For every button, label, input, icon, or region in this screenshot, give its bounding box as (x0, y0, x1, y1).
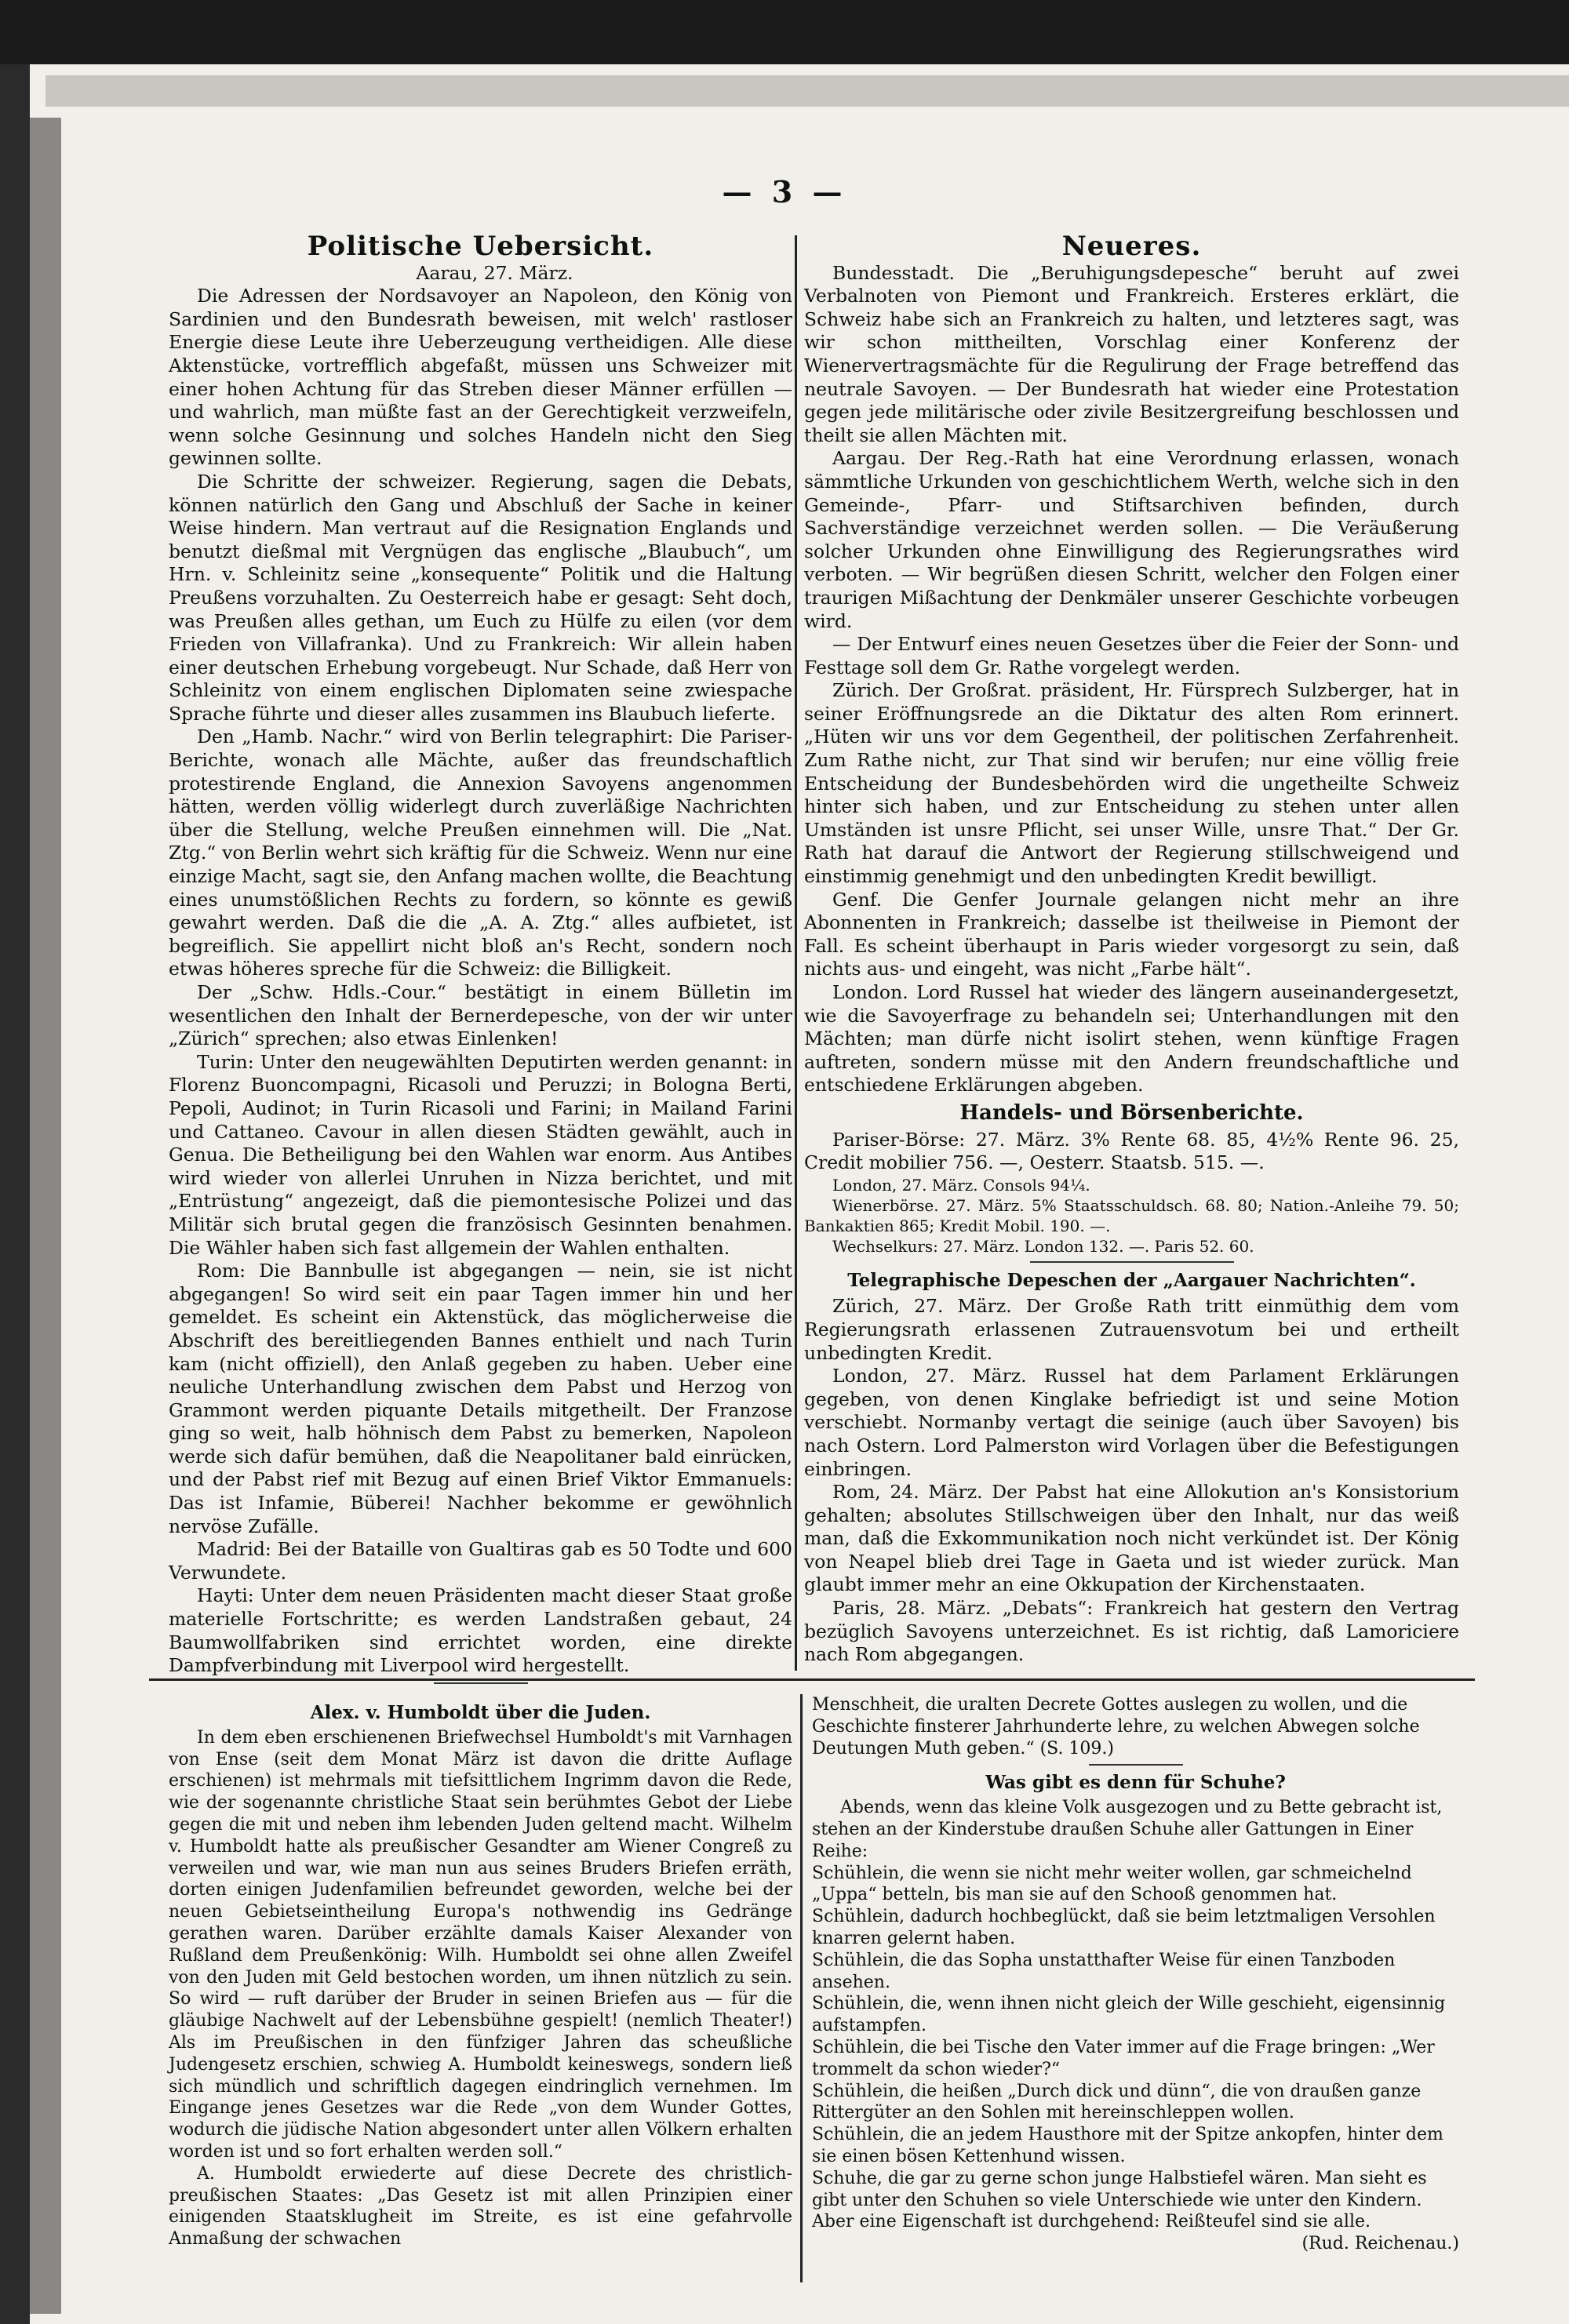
end-rule (434, 1682, 528, 1684)
telegram-paragraph: Paris, 28. März. „Debats“: Frankreich hat gestern den Vertrag bezüglich Savoyens unterzeichnet. Es ist richtig, daß Lamoriciere nach Rom abgegangen. (804, 1597, 1459, 1666)
article-paragraph: Madrid: Bei der Bataille von Gualtiras gab es 50 Todte und 600 Verwundete. (169, 1538, 792, 1584)
page-number: — 3 — (722, 174, 847, 209)
scan-left-edge (30, 118, 61, 2314)
schuhe-line: Schühlein, die, wenn ihnen nicht gleich der Wille geschieht, eigensinnig aufstampfen. (812, 1994, 1446, 2036)
article-paragraph: Turin: Unter den neugewählten Deputirten werden genannt: in Florenz Buoncompagni, Ricasoli und Peruzzi; in Bologna Berti, Pepoli, Audinot; in Turin Ricasoli und Farini; in Mailand Farini und Cattaneo. Cavour in allen diesen Städten gewählt, auch in Genua. Die Betheiligung bei den Wahlen war enorm. Aus Antibes wird wieder von allerlei Unruhen in Nizza berichtet, und mit „Entrüstung“ angezeigt, daß die piemontesische Polizei und das Militär sich brutal gegen die französisch Gesinnten benahmen. Die Wähler haben sich fast allgemein der Wahlen enthalten. (169, 1050, 792, 1259)
news-paragraph: London. Lord Russel hat wieder des längern auseinandergesetzt, wie die Savoyerfrage zu behandeln sei; Unterhandlungen mit den Mächten; man dürfe nicht isolirt stehen, wenn künftige Fragen auftreten, sondern müsse mit den Andern freundschaftliche und entschiedene Erklärungen abgeben. (804, 981, 1459, 1097)
scanner-top-bar (0, 0, 1569, 64)
section-rule (1089, 1764, 1183, 1766)
market-line: Wechselkurs: 27. März. London 132. —. Paris 52. 60. (832, 1236, 1254, 1256)
schuhe-line: Schühlein, die heißen „Durch dick und dünn“, die von draußen ganze Rittergüter an den Sohlen mit hereinschleppen wollen. (812, 2081, 1422, 2123)
neueres-title: Neueres. (1061, 231, 1202, 262)
article-paragraph: Die Adressen der Nordsavoyer an Napoleon, den König von Sardinien und den Bundesrath beweisen, mit welch' rastloser Energie diese Leute ihre Ueberzeugung vertheidigen. Alle diese Aktenstücke, vortrefflich abgefaßt, müssen uns Schweizer mit einer hohen Achtung für das Streben dieser Männer erfüllen — und wahrlich, man müßte fast an der Gerechtigkeit verzweifeln, wenn solche Gesinnung und solches Handeln nicht den Sieg gewinnen sollte. (169, 285, 792, 470)
schuhe-line: Schühlein, die wenn sie nicht mehr weiter wollen, gar schmeichelnd „Uppa“ betteln, bis man sie auf den Schooß genommen hat. (812, 1863, 1412, 1905)
feuilleton-right-column (812, 1694, 1459, 2255)
telegram-paragraph: Rom, 24. März. Der Pabst hat eine Allokution an's Konsistorium gehalten; absolutes Stillschweigen über den Inhalt, nur das weiß man, daß die Exkommunikation noch nicht verkündet ist. Der König von Neapel blieb drei Tage in Gaeta und ist wieder zurück. Man glaubt immer mehr an eine Okkupation der Kirchenstaaten. (804, 1481, 1459, 1596)
schuhe-line: Schühlein, dadurch hochbeglückt, daß sie beim letztmaligen Versohlen knarren gelernt haben. (812, 1907, 1436, 1948)
article-paragraph: Hayti: Unter dem neuen Präsidenten macht dieser Staat große materielle Fortschritte; es werden Landstraßen gebaut, 24 Baumwollfabriken sind errichtet worden, eine direkte Dampfverbindung mit Liverpool wird hergestellt. (169, 1584, 792, 1677)
schuhe-line: Schühlein, die bei Tische den Vater immer auf die Frage bringen: „Wer trommelt da schon wieder?“ (812, 2037, 1435, 2079)
news-paragraph: Zürich. Der Großrat. präsident, Hr. Fürsprech Sulzberger, hat in seiner Eröffnungsrede an die Diktatur des alten Rom erinnert. „Hüten wir uns vor dem Gegentheil, der politischen Zerfahrenheit. Zum Rathe nicht, zur That sind wir berufen; nur eine völlig freie Entscheidung der Bundesbehörden wird die ungetheilte Schweiz hinter sich haben, und zur Entscheidung zu stehen unter allen Umständen ist unsre Pflicht, sei unser Wille, unsre That.“ Der Gr. Rath hat darauf die Antwort der Regierung stillschweigend und einstimmig genehmigt und den unbedingten Kredit bewilligt. (804, 679, 1459, 888)
telegram-paragraph: London, 27. März. Russel hat dem Parlament Erklärungen gegeben, von denen Kinglake befriedigt ist und seine Motion verschiebt. Normanby vertagt die seinige (auch über Savoyen) bis nach Ostern. Lord Palmerston wird Vorlagen über die Befestigungen einbringen. (804, 1365, 1459, 1480)
feuilleton-continuation: Menschheit, die uralten Decrete Gottes auslegen zu wollen, und die Geschichte finsterer Jahrhunderte lehre, zu welchen Abwegen solche Deutungen Muth geben.“ (S. 109.) (812, 1695, 1420, 1758)
feuilleton-paragraph: In dem eben erschienenen Briefwechsel Humboldt's mit Varnhagen von Ense (seit dem Monat März ist davon die dritte Auflage erschienen) ist mehrmals mit tiefsittlichem Ingrimm davon die Rede, wie der sogenannte christliche Staat sein berühmtes Gebot der Liebe gegen die mit und neben ihm lebenden Juden geltend macht. Wilhelm v. Humboldt hatte als preußischer Gesandter am Wiener Congreß zu verweilen und war, wie man nun aus seines Bruders Briefen erräth, dorten einigen Judenfamilien befreundet geworden, welche bei der neuen Gebietseintheilung Europa's nothwendig ins Gedränge gerathen waren. Darüber erzählte damals Kaiser Alexander von Rußland dem Preußenkönig: Wilh. Humboldt sei ohne allen Zweifel von den Juden mit Geld bestochen worden, um ihnen nützlich zu sein. So wird — ruft darüber der Bruder in seinen Briefen aus — für die gläubige Nachwelt auf der Lebensbühne gespielt! (nemlich Theater!) Als im Preußischen in den fünfziger Jahren das scheußliche Judengesetz erschien, schwieg A. Humboldt keineswegs, sondern ließ sich mündlich und schriftlich dagegen eindringlich vernehmen. Im Eingange jenes Gesetzes war die Rede „von dem Wunder Gottes, wodurch die jüdische Nation abgesondert unter allen Völkern erhalten worden ist und so fort erhalten werden soll.“ (169, 1727, 792, 2162)
schuhe-line: Schühlein, die das Sopha unstatthafter Weise für einen Tanzboden ansehen. (812, 1950, 1396, 1992)
section-rule (1030, 1261, 1234, 1263)
article-paragraph: Den „Hamb. Nachr.“ wird von Berlin telegraphirt: Die Pariser-Berichte, wonach alle Mächte, außer das freundschaftlich protestirende England, die Annexion Savoyens angenommen hätten, werden völlig widerlegt durch zuverläßige Nachrichten über die Stellung, welche Preußen einnehmen will. Die „Nat. Ztg.“ von Berlin wehrt sich kräftig für die Schweiz. Wenn nur eine einzige Macht, sagt sie, den Anfang machen wollte, die Beachtung eines unumstößlichen Rechts zu fordern, so könnte es gewiß gewahrt werden. Daß die die „A. A. Ztg.“ alles aufbietet, ist begreiflich. Sie appellirt nicht bloß an's Recht, sondern noch etwas höheres spreche für die Schweiz: die Billigkeit. (169, 726, 792, 980)
schuhe-line: Abends, wenn das kleine Volk ausgezogen und zu Bette gebracht ist, stehen an der Kinderstube draußen Schuhe aller Gattungen in Einer Reihe: (812, 1798, 1443, 1861)
right-column (804, 231, 1459, 1667)
news-paragraph: Bundesstadt. Die „Beruhigungsdepesche“ beruht auf zwei Verbalnoten von Piemont und Frankreich. Ersteres erklärt, die Schweiz habe sich an Frankreich zu halten, und letzteres sagt, was wir schon mittheilten, Vorschlag einer Konferenz der Wienervertragsmächte für die Regulirung der Frage betreffend das neutrale Savoyen. — Der Bundesrath hat wieder eine Protestation gegen jede militärische oder zivile Besitzergreifung beschlossen und theilt sie allen Mächten mit. (804, 261, 1459, 446)
schuhe-title: Was gibt es denn für Schuhe? (985, 1772, 1286, 1794)
feuilleton-left-column (169, 1702, 792, 2250)
politische-uebersicht-title: Politische Uebersicht. (307, 231, 654, 262)
market-line: Wienerbörse. 27. März. 5% Staatsschuldsch. 68. 80; Nation.-Anleihe 79. 50; Bankaktien 865; Kredit Mobil. 190. —. (804, 1195, 1459, 1235)
telegram-paragraph: Zürich, 27. März. Der Große Rath tritt einmüthig dem vom Regierungsrath erlassenen Zutrauensvotum bei und ertheilt unbedingten Kredit. (804, 1295, 1459, 1364)
market-title: Handels- und Börsenberichte. (959, 1100, 1304, 1125)
article-paragraph: Der „Schw. Hdls.-Cour.“ bestätigt in einem Bülletin im wesentlichen den Inhalt der Bernerdepesche, von der wir unter „Zürich“ sprechen; also etwas Einlenken! (169, 981, 792, 1050)
schuhe-line: Schuhe, die gar zu gerne schon junge Halbstiefel wären. Man sieht es gibt unter den Schuhen so viele Unterschiede wie unter den Kindern. Aber eine Eigenschaft ist durchgehend: Reißteufel sind sie alle. (812, 2168, 1427, 2232)
market-line: Pariser-Börse: 27. März. 3% Rente 68. 85, 4½% Rente 96. 25, Credit mobilier 756. —, Oesterr. Staatsb. 515. —. (804, 1128, 1459, 1174)
humboldt-title: Alex. v. Humboldt über die Juden. (310, 1702, 651, 1723)
left-column (169, 231, 792, 1690)
author-signature: (Rud. Reichenau.) (1301, 2234, 1459, 2254)
article-paragraph: Rom: Die Bannbulle ist abgegangen — nein, sie ist nicht abgegangen! So wird seit ein paar Tagen immer hin und her gemeldet. Es scheint ein Aktenstück, das möglicherweise die Abschrift des bereitliegenden Bannes enthielt und nach Turin kam (nicht offiziell), den Anlaß gegeben zu haben. Ueber eine neuliche Unterhandlung zwischen dem Pabst und Herzog von Grammont werden piquante Details mitgetheilt. Der Franzose ging so weit, halb höhnisch dem Pabst zu bemerken, Napoleon werde sich dafür bemühen, daß die Neapolitaner bald einrücken, und der Pabst rief mit Bezug auf einen Brief Viktor Emmanuels: Das ist Infamie, Büberei! Nachher bekomme er gewöhnlich nervöse Zufälle. (169, 1260, 792, 1537)
schuhe-line: Schühlein, die an jedem Hausthore mit der Spitze ankopfen, hinter dem sie einen bösen Kettenhund wissen. (812, 2125, 1443, 2166)
feuilleton-paragraph: A. Humboldt erwiederte auf diese Decrete des christlich-preußischen Staates: „Das Gesetz ist mit allen Prinzipien einer einigenden Staatsklugheit im Streite, es ist eine gefahrvolle Anmaßung der schwachen (169, 2163, 792, 2249)
feuilleton-divider (800, 1694, 803, 2282)
column-divider (795, 235, 797, 1671)
dateline: Aarau, 27. März. (416, 261, 573, 284)
scan-shadow-band (46, 75, 1569, 107)
news-paragraph: — Der Entwurf eines neuen Gesetzes über die Feier der Sonn- und Festtage soll dem Gr. Rathe vorgelegt werden. (804, 633, 1459, 678)
feuilleton-rule (149, 1678, 1475, 1681)
market-line: London, 27. März. Consols 94¼. (832, 1175, 1090, 1195)
telegrams-title: Telegraphische Depeschen der „Aargauer Nachrichten“. (847, 1269, 1416, 1291)
news-paragraph: Genf. Die Genfer Journale gelangen nicht mehr an ihre Abonnenten in Frankreich; dasselbe ist theilweise in Piemont der Fall. Es scheint überhaupt in Paris wieder vorgesorgt zu sein, daß nichts aus- und eingeht, was nicht „Farbe hält“. (804, 888, 1459, 980)
news-paragraph: Aargau. Der Reg.-Rath hat eine Verordnung erlassen, wonach sämmtliche Urkunden von geschichtlichem Werth, welche sich in den Gemeinde-, Pfarr- und Stiftsarchiven befinden, durch Sachverständige verzeichnet werden sollen. — Die Veräußerung solcher Urkunden ohne Einwilligung des Regierungsrathes wird verboten. — Wir begrüßen diesen Schritt, welcher den Folgen einer traurigen Mißachtung der Denkmäler unserer Geschichte vorbeugen wird. (804, 447, 1459, 632)
article-paragraph: Die Schritte der schweizer. Regierung, sagen die Debats, können natürlich den Gang und Abschluß der Sache in keiner Weise hindern. Man vertraut auf die Resignation Englands und benutzt dießmal mit Vergnügen das englische „Blaubuch“, um Hrn. v. Schleinitz seine „konsequente“ Politik und die Haltung Preußens vorzuhalten. Zu Oesterreich habe er gesagt: Seht doch, was Preußen alles gethan, um Euch zu Hülfe zu eilen (vor dem Frieden von Villafranka). Und zu Frankreich: Wir allein haben einer deutschen Erhebung vorgebeugt. Nur Schade, daß Herr von Schleinitz von einem englischen Diplomaten seine zwiespache Sprache führte und dieser alles zusammen ins Blaubuch lieferte. (169, 470, 792, 725)
